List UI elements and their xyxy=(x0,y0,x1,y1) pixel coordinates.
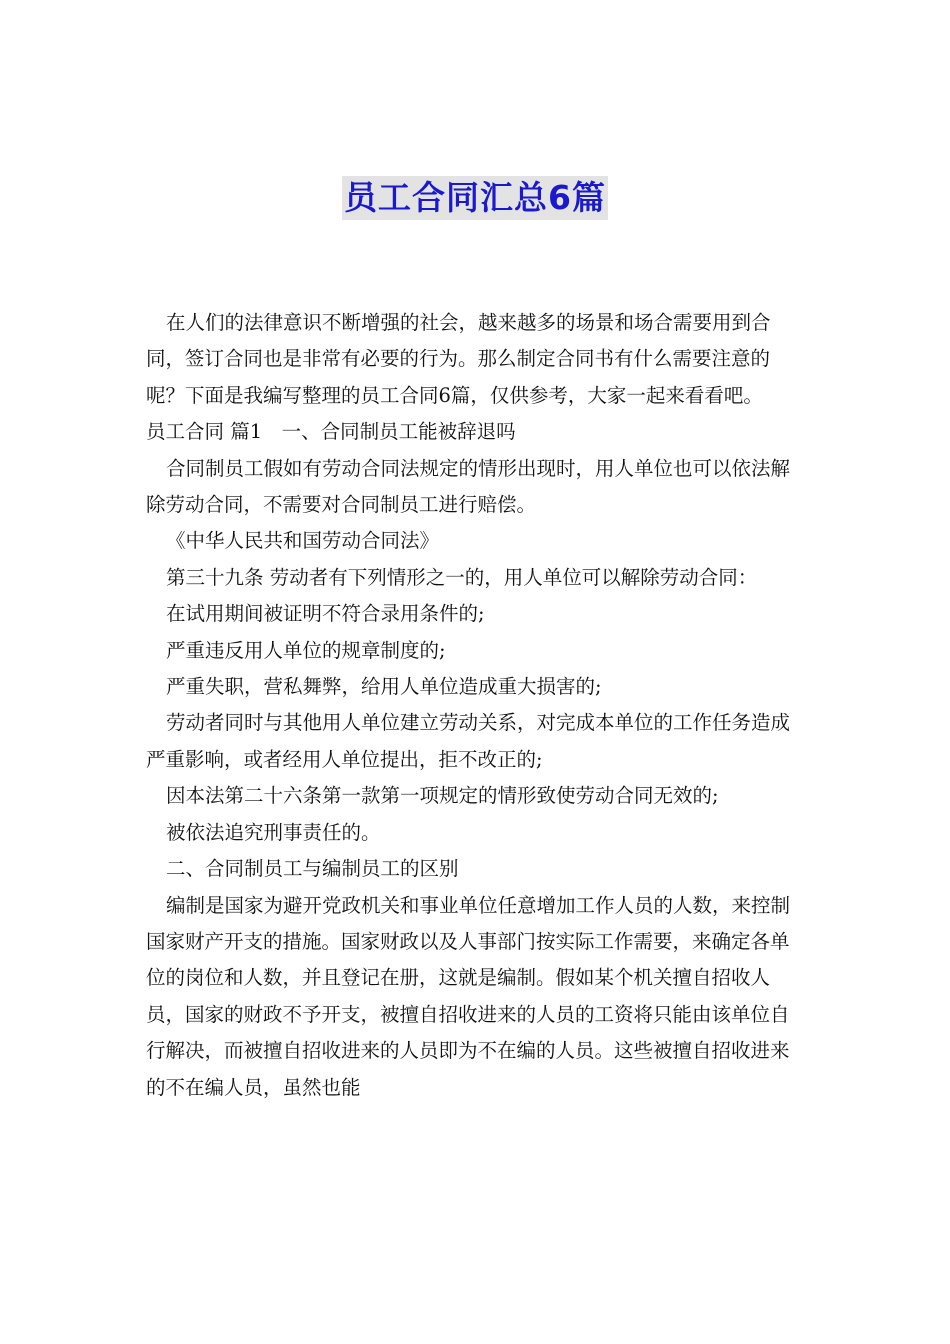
section-heading: 二、合同制员工与编制员工的区别 xyxy=(166,857,459,881)
paragraph: 被依法追究刑事责任的。 xyxy=(166,820,381,844)
paragraph: 第三十九条 劳动者有下列情形之一的，用人单位可以解除劳动合同： xyxy=(166,565,758,589)
paragraph: 严重失职，营私舞弊，给用人单位造成重大损害的; xyxy=(166,675,602,699)
paragraph: 合同制员工假如有劳动合同法规定的情形出现时，用人单位也可以依法解除劳动合同，不需要对合同制员工进行赔偿。 xyxy=(146,456,791,517)
document-body xyxy=(146,305,808,1106)
paragraph: 在人们的法律意识不断增强的社会，越来越多的场景和场合需要用到合同，签订合同也是非常有必要的行为。那么制定合同书有什么需要注意的呢？下面是我编写整理的员工合同6篇，仅供参考，大家一起来看看吧。 xyxy=(146,311,771,407)
paragraph: 《中华人民共和国劳动合同法》 xyxy=(166,529,440,553)
paragraph: 严重违反用人单位的规章制度的; xyxy=(166,638,446,662)
section-heading: 员工合同 篇1 一、合同制员工能被辞退吗 xyxy=(146,420,516,444)
title-wrap xyxy=(0,176,950,220)
paragraph: 编制是国家为避开党政机关和事业单位任意增加工作人员的人数，来控制国家财产开支的措施。国家财政以及人事部门按实际工作需要，来确定各单位的岗位和人数，并且登记在册，这就是编制。假如某个机关擅自招收人员，国家的财政不予开支，被擅自招收进来的人员的工资将只能由该单位自行解决，而被擅自招收进来的人员即为不在编的人员。这些被擅自招收进来的不在编人员，虽然也能 xyxy=(146,893,791,1099)
paragraph: 因本法第二十六条第一款第一项规定的情形致使劳动合同无效的; xyxy=(166,784,719,808)
paragraph: 劳动者同时与其他用人单位建立劳动关系，对完成本单位的工作任务造成严重影响，或者经用人单位提出，拒不改正的; xyxy=(146,711,791,771)
paragraph: 在试用期间被证明不符合录用条件的; xyxy=(166,602,485,626)
document-title: 员工合同汇总6篇 xyxy=(342,176,608,220)
